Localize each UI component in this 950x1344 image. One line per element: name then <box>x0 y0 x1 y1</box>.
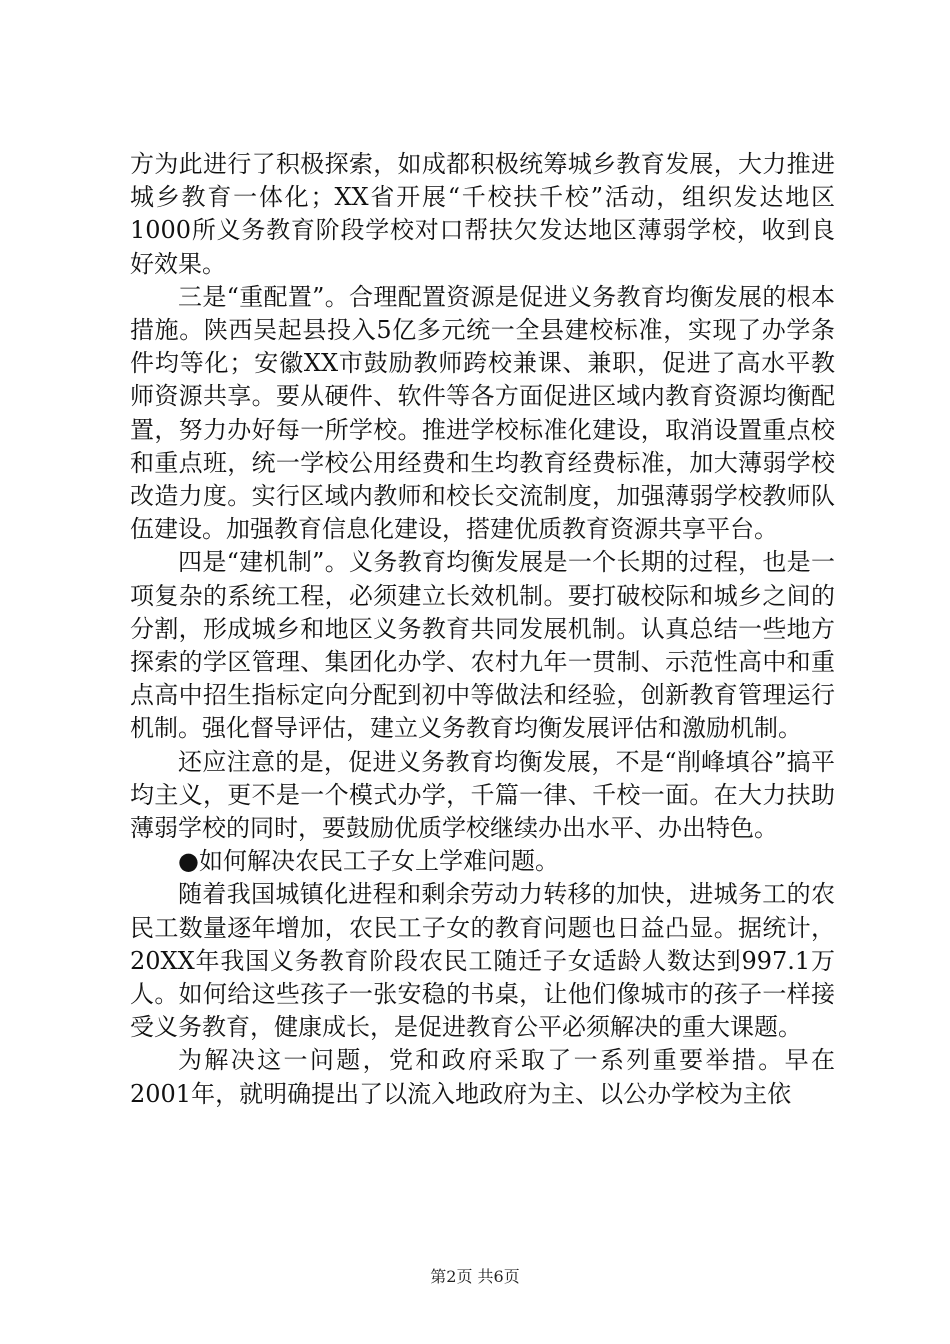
paragraph-reallocation: 三是“重配置”。合理配置资源是促进义务教育均衡发展的根本措施。陕西吴起县投入5亿多元统一全县建校标准，实现了办学条件均等化；安徽XX市鼓励教师跨校兼课、兼职，促进了高水平教师资源共享。要从硬件、软件等各方面促进区域内教育资源均衡配置，努力办好每一所学校。推进学校标准化建设，取消设置重点校和重点班，统一学校公用经费和生均教育经费标准，加大薄弱学校改造力度。实行区域内教师和校长交流制度，加强薄弱学校教师队伍建设。加强教育信息化建设，搭建优质教育资源共享平台。 <box>130 282 835 544</box>
paragraph-continuation: 方为此进行了积极探索，如成都积极统筹城乡教育发展，大力推进城乡教育一体化；XX省开展“千校扶千校”活动，组织发达地区1000所义务教育阶段学校对口帮扶欠发达地区薄弱学校，收到良好效果。 <box>130 150 835 278</box>
paragraph-migrant-children: 随着我国城镇化进程和剩余劳动力转移的加快，进城务工的农民工数量逐年增加，农民工子女的教育问题也日益凸显。据统计，20XX年我国义务教育阶段农民工随迁子女适龄人数达到997.1万人。如何给这些孩子一张安稳的书桌，让他们像城市的孩子一样接受义务教育，健康成长，是促进教育公平必须解决的重大课题。 <box>130 880 835 1042</box>
body-text <box>130 148 835 1111</box>
paragraph-measures: 为解决这一问题，党和政府采取了一系列重要举措。早在2001年，就明确提出了以流入地政府为主、以公办学校为主依 <box>130 1046 835 1108</box>
paragraph-note: 还应注意的是，促进义务教育均衡发展，不是“削峰填谷”搞平均主义，更不是一个模式办学，千篇一律、千校一面。在大力扶助薄弱学校的同时，要鼓励优质学校继续办出水平、办出特色。 <box>130 747 835 843</box>
page-footer: 第2页 共6页 <box>430 1267 520 1286</box>
paragraph-mechanism: 四是“建机制”。义务教育均衡发展是一个长期的过程，也是一项复杂的系统工程，必须建立长效机制。要打破校际和城乡之间的分割，形成城乡和地区义务教育共同发展机制。认真总结一些地方探索的学区管理、集团化办学、农村九年一贯制、示范性高中和重点高中招生指标定向分配到初中等做法和经验，创新教育管理运行机制。强化督导评估，建立义务教育均衡发展评估和激励机制。 <box>130 548 835 743</box>
section-heading: ●如何解决农民工子女上学难问题。 <box>178 847 559 876</box>
